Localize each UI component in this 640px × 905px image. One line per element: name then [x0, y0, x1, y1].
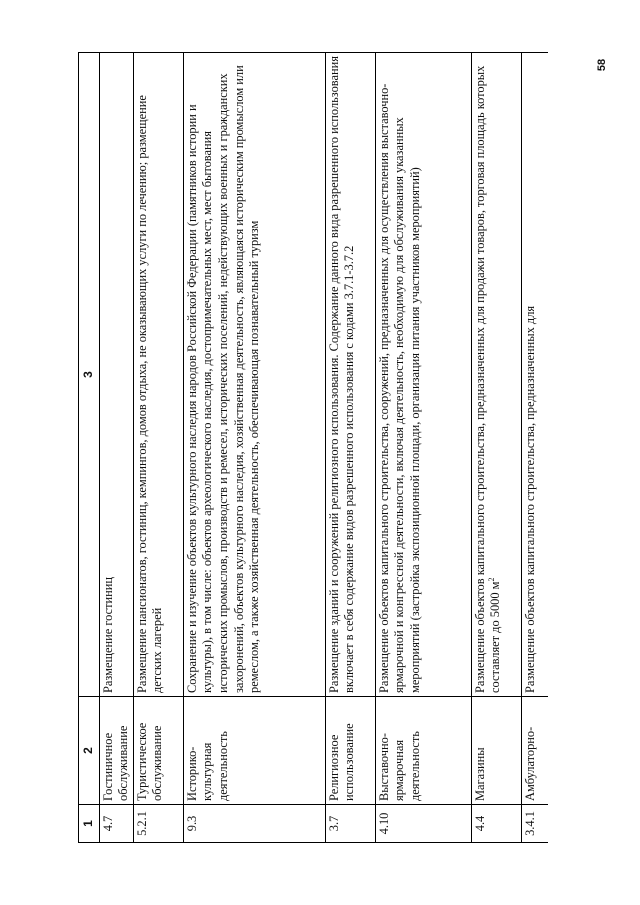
table-header-row [79, 53, 100, 843]
header-col-2: 2 [79, 697, 100, 805]
header-col-3: 3 [79, 53, 100, 697]
row-name: Выставочно-ярмарочная деятельность [375, 697, 471, 805]
land-use-table-sheet [78, 52, 548, 843]
row-description [471, 53, 521, 697]
row-description: Сохранение и изучение объектов культурного наследия народов Российской Федерации (памятников истории и культуры), в том числе: объектов археологического наследия, достопримечательных мест, мест бытования исторических промыслов, производств и ремесел, исторических поселений, недействующих военных и гражданских захоронений, объектов культурного наследия, хозяйственная деятельность, являющаяся историческим промыслом или ремеслом, а также хозяйственная деятельность, обеспечивающая познавательный туризм [183, 53, 325, 697]
row-name: Историко-культурная деятельность [183, 697, 325, 805]
row-name: Магазины [471, 697, 521, 805]
row-code: 4.7 [99, 805, 133, 843]
land-use-table [78, 52, 548, 843]
table-row [99, 53, 133, 843]
page-number [596, 52, 608, 78]
row-description: Размещение гостиниц [99, 53, 133, 697]
table-row [471, 53, 521, 843]
row-code: 3.4.1 [521, 805, 548, 843]
row-code: 4.4 [471, 805, 521, 843]
row-name: Гостиничное обслуживание [99, 697, 133, 805]
row-description-superscript: 2 [487, 577, 497, 582]
table-row [375, 53, 471, 843]
table-row [133, 53, 183, 843]
row-code: 4.10 [375, 805, 471, 843]
header-col-1: 1 [79, 805, 100, 843]
row-name: Туристическое обслуживание [133, 697, 183, 805]
row-description-text: Размещение объектов капитального строительства, предназначенных для продажи товаров, торговая площадь которых составляет до 5000 м [472, 65, 503, 693]
table-row [521, 53, 548, 843]
row-code: 3.7 [325, 805, 375, 843]
row-name: Амбулаторно- [521, 697, 548, 805]
table-row [325, 53, 375, 843]
page-number-text: 58 [596, 58, 608, 72]
row-name: Религиозное использование [325, 697, 375, 805]
row-code: 9.3 [183, 805, 325, 843]
row-description: Размещение объектов капитального строительства, предназначенных для [521, 53, 548, 697]
row-code: 5.2.1 [133, 805, 183, 843]
row-description: Размещение объектов капитального строительства, сооружений, предназначенных для осуществления выставочно-ярмарочной и конгрессной деятельности, включая деятельность, необходимую для обслуживания указанных мероприятий (застройка экспозиционной площади, организация питания участников мероприятий) [375, 53, 471, 697]
rotated-page [78, 52, 548, 843]
row-description: Размещение пансионатов, гостиниц, кемпингов, домов отдыха, не оказывающих услуги по лечению; размещение детских лагерей [133, 53, 183, 697]
row-description: Размещение зданий и сооружений религиозного использования. Содержание данного вида разрешенного использования включает в себя содержание видов разрешенного использования с кодами 3.7.1-3.7.2 [325, 53, 375, 697]
table-row [183, 53, 325, 843]
